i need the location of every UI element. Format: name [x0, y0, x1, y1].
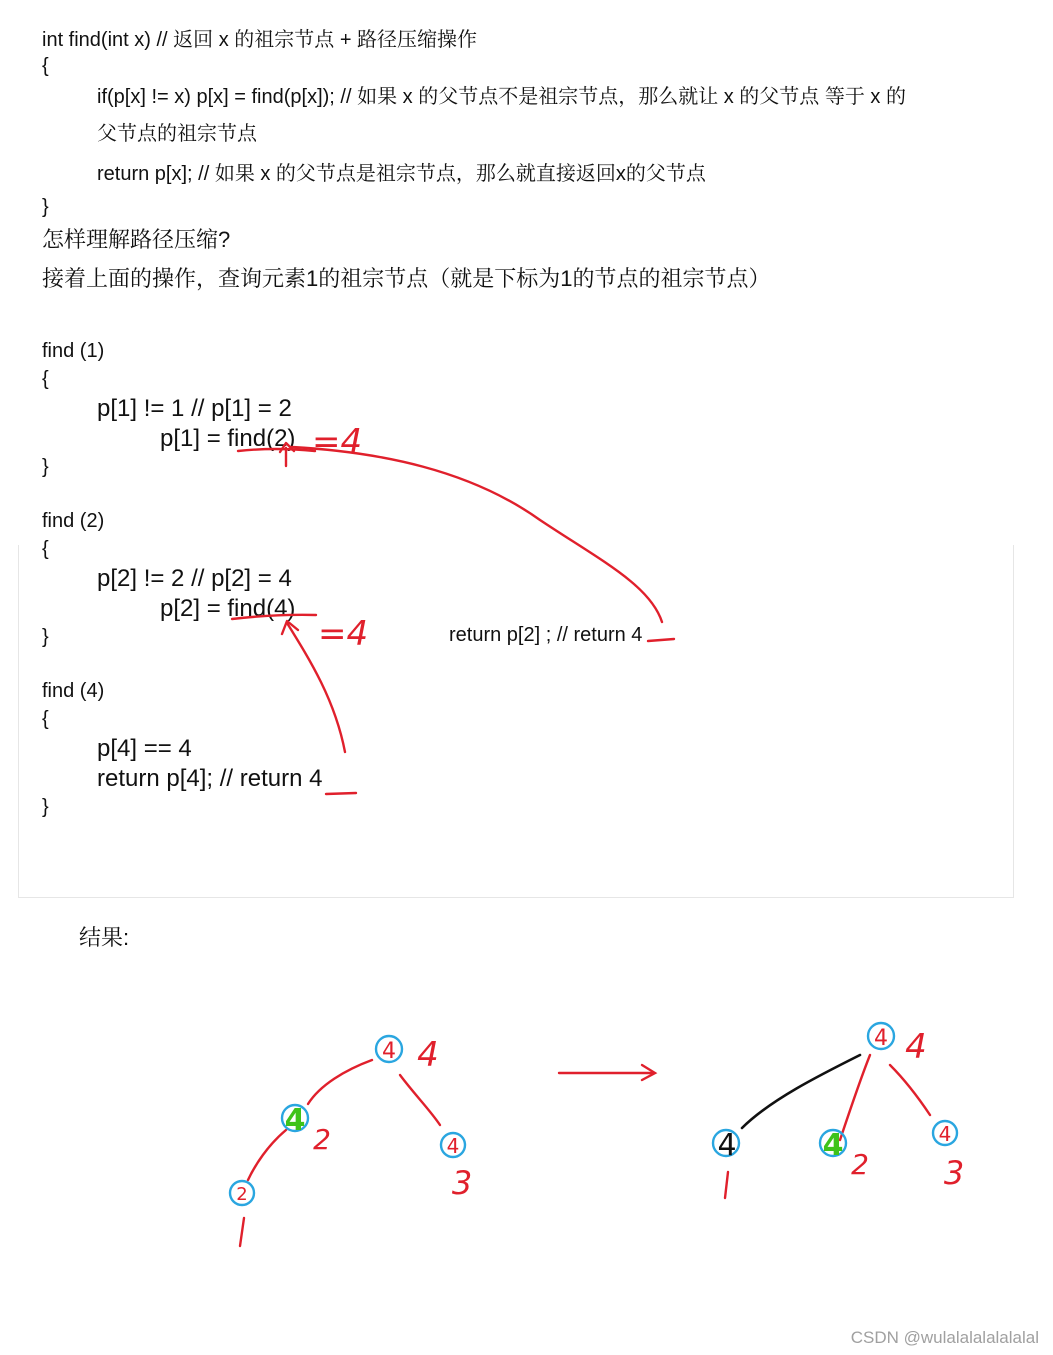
find1-title: find (1) — [42, 340, 105, 362]
after-root-index: 4 — [905, 1027, 927, 1067]
after-node1-index — [722, 1196, 723, 1197]
edge-root-2 — [840, 1055, 870, 1140]
code-line-if: if(p[x] != x) p[x] = find(p[x]); // 如果 x 的父节点不是祖宗节点，那么就让 x 的父节点 等于 x 的 — [97, 86, 906, 108]
find4-open: { — [42, 708, 49, 730]
after-node3-index: 3 — [943, 1154, 965, 1192]
before-node1-value: 2 — [236, 1184, 248, 1205]
before-node1-index — [232, 1246, 233, 1247]
before-node3-value: 4 — [446, 1134, 460, 1158]
after-root-value: 4 — [874, 1026, 888, 1051]
find4-cond: p[4] == 4 — [97, 735, 192, 762]
node-1-stem — [240, 1218, 244, 1246]
transform-arrow — [559, 1065, 655, 1080]
after-node1-stem — [725, 1172, 728, 1198]
edge-root-3 — [890, 1065, 930, 1115]
find2-return-note: return p[2] ; // return 4 — [449, 624, 643, 646]
before-node2-value: 4 — [284, 1103, 306, 1138]
brace-close: } — [42, 196, 49, 218]
find1-assign: p[1] = find(2) — [160, 425, 296, 452]
edge-4-2 — [308, 1060, 372, 1104]
after-node1-value: 4 — [717, 1128, 737, 1163]
find2-note: =4 — [318, 614, 369, 654]
brace-open: { — [42, 55, 49, 77]
find4-return-underline — [326, 793, 356, 794]
csdn-watermark: CSDN @wulalalalalalalal — [850, 1328, 1039, 1347]
before-root-index: 4 — [417, 1035, 439, 1075]
tree-before-labels — [232, 1035, 472, 1247]
code-header: int find(int x) // 返回 x 的祖宗节点 + 路径压缩操作 — [42, 29, 478, 51]
code-line-return: return p[x]; // 如果 x 的父节点是祖宗节点，那么就直接返回x的父节点 — [97, 163, 706, 185]
after-node2-value: 4 — [822, 1128, 844, 1163]
find1-note: =4 — [312, 422, 363, 462]
before-root-value: 4 — [382, 1039, 396, 1064]
find2-close: } — [42, 626, 49, 648]
find2-assign: p[2] = find(4) — [160, 595, 296, 622]
edge-2-1 — [248, 1130, 286, 1180]
find4-close: } — [42, 796, 49, 818]
find1-open: { — [42, 368, 49, 390]
explanation-text: 接着上面的操作，查询元素1的祖宗节点（就是下标为1的节点的祖宗节点） — [42, 266, 771, 291]
find2-cond: p[2] != 2 // p[2] = 4 — [97, 565, 292, 592]
find1-cond: p[1] != 1 // p[1] = 2 — [97, 395, 292, 422]
code-line-if-cont: 父节点的祖宗节点 — [97, 123, 257, 145]
find1-underline — [238, 449, 315, 451]
edge-4-3 — [400, 1075, 440, 1125]
find2-underline — [232, 615, 316, 619]
find2-open: { — [42, 538, 49, 560]
after-node3-value: 4 — [938, 1122, 952, 1146]
find4-title: find (4) — [42, 680, 105, 702]
question-heading: 怎样理解路径压缩? — [42, 227, 231, 252]
edge-root-1 — [742, 1055, 860, 1128]
find1-close: } — [42, 456, 49, 478]
result-label: 结果: — [79, 925, 130, 950]
return-curve-top — [292, 447, 662, 622]
before-node3-index: 3 — [451, 1164, 473, 1202]
after-node2-index: 2 — [851, 1148, 869, 1181]
return4-underline — [648, 639, 674, 641]
before-node2-index: 2 — [313, 1123, 331, 1156]
find4-return: return p[4]; // return 4 — [97, 765, 323, 792]
find2-title: find (2) — [42, 510, 105, 532]
